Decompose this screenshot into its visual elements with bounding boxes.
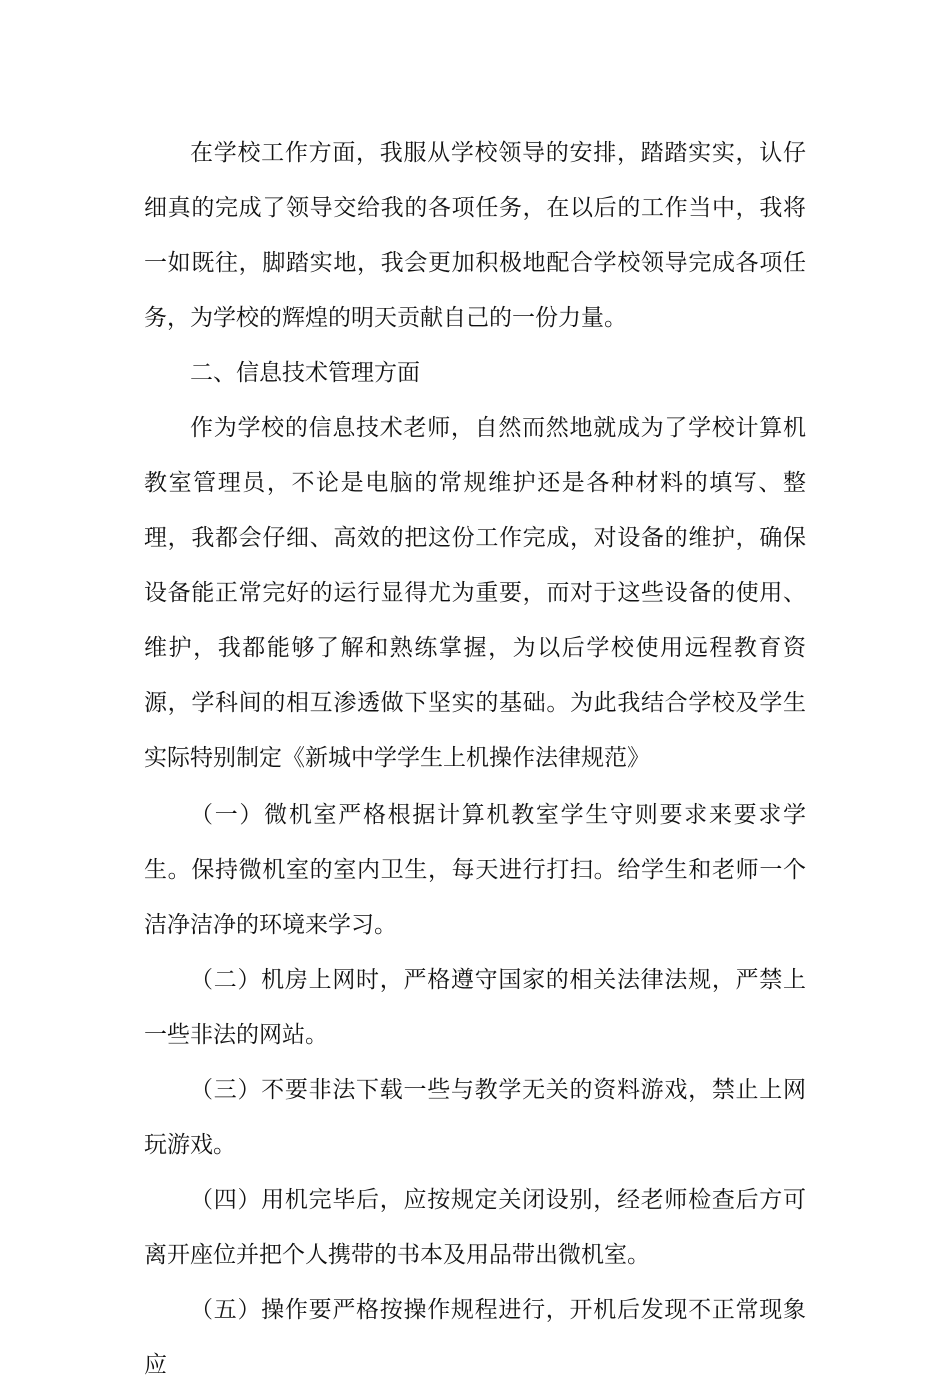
paragraph-school-work: 在学校工作方面，我服从学校领导的安排，踏踏实实，认仔细真的完成了领导交给我的各项任务，在以后的工作当中，我将一如既往，脚踏实地，我会更加积极地配合学校领导完成各项任务，为学校的辉煌的明天贡献自己的一份力量。 — [144, 140, 806, 331]
paragraph-it-teacher: 作为学校的信息技术老师，自然而然地就成为了学校计算机教室管理员，不论是电脑的常规维护还是各种材料的填写、整理，我都会仔细、高效的把这份工作完成，对设备的维护，确保设备能正常完好的运行显得尤为重要，而对于这些设备的使用、维护，我都能够了解和熟练掌握，为以后学校使用远程教育资源，学科间的相互渗透做下坚实的基础。为此我结合学校及学生实际特别制定《新城中学学生上机操作法律规范》 — [144, 415, 806, 771]
rule-item-1: （一）微机室严格根据计算机教室学生守则要求来要求学生。保持微机室的室内卫生，每天进行打扫。给学生和老师一个洁净洁净的环境来学习。 — [144, 802, 806, 938]
rule-item-2: （二）机房上网时，严格遵守国家的相关法律法规，严禁上一些非法的网站。 — [144, 967, 806, 1048]
rule-item-3: （三）不要非法下载一些与教学无关的资料游戏，禁止上网玩游戏。 — [144, 1077, 806, 1158]
rule-item-5: （五）操作要严格按操作规程进行，开机后发现不正常现象应 — [144, 1297, 806, 1378]
document-body — [144, 126, 806, 1393]
rule-item-4: （四）用机完毕后，应按规定关闭设别，经老师检查后方可离开座位并把个人携带的书本及用品带出微机室。 — [144, 1187, 806, 1268]
section-heading-it-management: 二、信息技术管理方面 — [190, 360, 420, 386]
